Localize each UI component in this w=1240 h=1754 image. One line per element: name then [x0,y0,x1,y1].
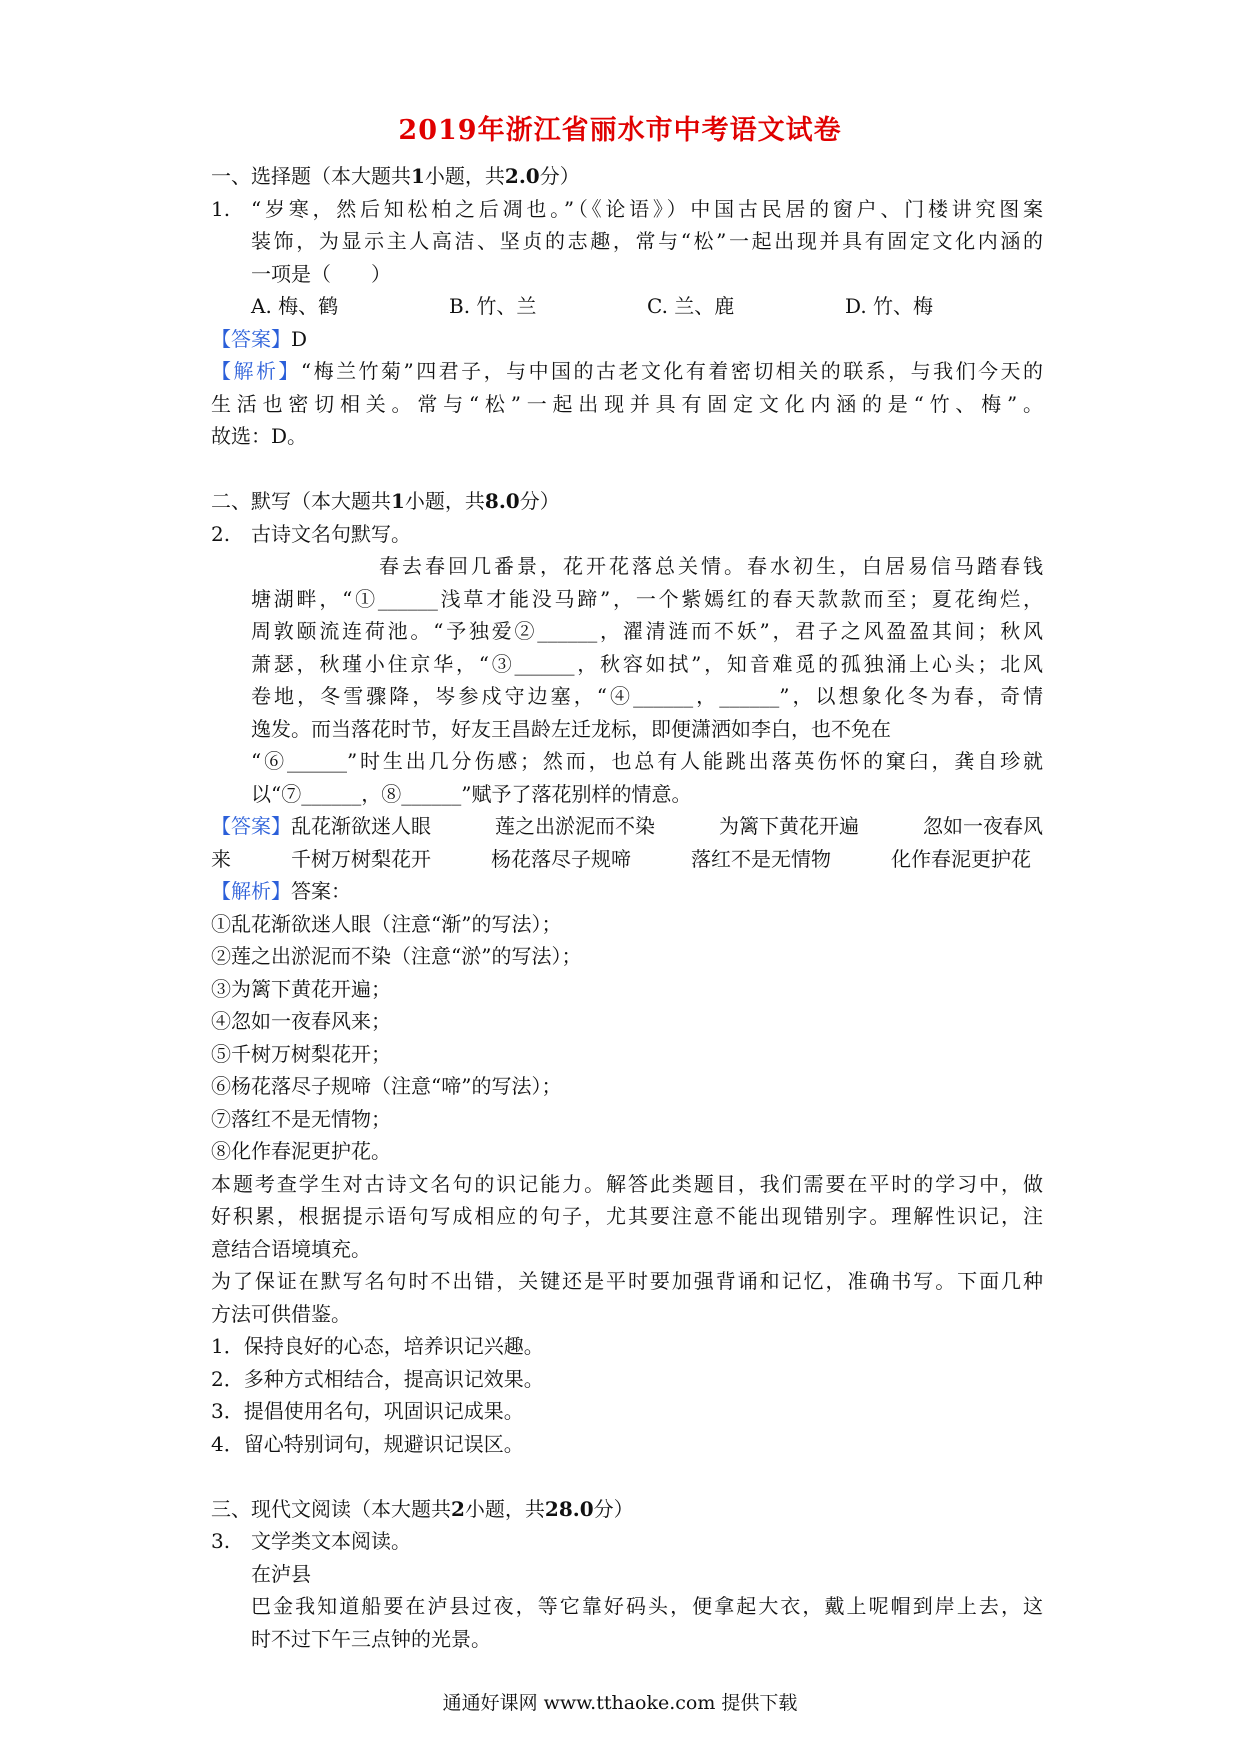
option-d: D. 竹、梅 [845,294,934,318]
section-question-count: 1 [411,164,425,188]
page-footer: 通通好课网 www.tthaoke.com 提供下载 [442,1692,798,1714]
explain-line: 2．多种方式相结合，提高识记效果。 [211,1366,544,1391]
section-header-text: 二、默写（本大题共 [211,489,391,513]
answer-item: 来 [211,846,231,871]
answer-item: 莲之出淤泥而不染 [495,814,655,838]
section-header-reading [211,1493,1043,1526]
passage-line: 逸发。而当落花时节，好友王昌龄左迁龙标，即便潇洒如李白，也不免在 [251,716,891,741]
section-header-text: 小题，共 [404,489,485,513]
answer-tag: 【答案】 [211,814,291,838]
question-prompt: 文学类文本阅读。 [251,1529,411,1553]
analysis-text: 答案： [291,879,351,903]
passage-line: 以“⑦______，⑧______”赋予了落花别样的情意。 [251,781,692,806]
section-score: 8.0 [484,489,520,513]
answer-item: 落红不是无情物 [691,846,831,871]
explain-line: 意结合语境填充。 [211,1236,371,1261]
article-line: 时不过下午三点钟的光景。 [251,1626,491,1651]
explain-line: 1．保持良好的心态，培养识记兴趣。 [211,1334,544,1358]
section-header-text: 一、选择题（本大题共 [211,164,411,188]
section-header-text: 分） [539,164,580,188]
explain-line: 方法可供借鉴。 [211,1301,351,1326]
question-1 [211,193,1043,291]
passage-line: “⑥______”时生出几分伤感；然而，也总有人能跳出落英伤怀的窠臼，龚自珍就 [251,749,1043,773]
answer-item: 乱花渐欲迷人眼 [291,814,431,838]
explain-line: 为了保证在默写名句时不出错，关键还是平时要加强背诵和记忆，准确书写。下面几种 [211,1269,1043,1293]
analysis-text: “梅兰竹菊”四君子，与中国的古老文化有着密切相关的联系，与我们今天的 [300,359,1043,383]
passage-line: 春去春回几番景，花开花落总关情。春水初生，白居易信马踏春钱 [379,554,1043,578]
answer-item: 千树万树梨花开 [291,846,431,871]
question-2 [211,518,1043,811]
explain-line: 3．提倡使用名句，巩固识记成果。 [211,1399,524,1423]
section-header-choice [211,160,1043,193]
analysis-line [211,355,1043,388]
answer-line [211,843,1043,876]
analysis-item: ⑥杨花落尽子规啼（注意“啼”的写法）； [211,1074,562,1098]
analysis-item: ⑦落红不是无情物； [211,1106,391,1131]
question-prompt: 古诗文名句默写。 [251,521,411,546]
section-header-text: 小题，共 [424,164,505,188]
explain-line: 4．留心特别词句，规避识记误区。 [211,1431,524,1456]
analysis-line: 生活也密切相关。常与“松”一起出现并具有固定文化内涵的是“竹、梅”。 [211,391,1043,416]
section-header-text: 分） [519,489,560,513]
question-number: 2. [211,521,231,546]
analysis-tag: 【解析】 [211,359,301,383]
answer-item: 杨花落尽子规啼 [491,846,631,871]
answer-item: 忽如一夜春风 [923,814,1043,838]
question-number: 3. [211,1529,231,1553]
option-a: A. 梅、鹤 [251,294,339,318]
answer-options [211,290,1043,323]
section-question-count: 2 [451,1496,465,1521]
answer-item: 化作春泥更护花 [891,846,1031,871]
section-question-count: 1 [391,489,405,513]
analysis-line: 故选：D。 [211,424,308,448]
section-header-text: 小题，共 [464,1496,545,1521]
option-b: B. 竹、兰 [449,294,537,318]
analysis-item: ⑤千树万树梨花开； [211,1041,391,1066]
analysis-item: ④忽如一夜春风来； [211,1009,391,1033]
section-header-dictation [211,485,1043,518]
answer-item: 为篱下黄花开遍 [719,814,859,838]
analysis-item: ①乱花渐欲迷人眼（注意“渐”的写法）； [211,911,562,936]
article-title: 在泸县 [251,1561,311,1586]
section-score: 2.0 [504,164,540,188]
section-score: 28.0 [544,1496,594,1521]
explain-line: 本题考查学生对古诗文名句的识记能力。解答此类题目，我们需要在平时的学习中，做 [211,1171,1043,1196]
section-header-text: 分） [593,1496,634,1521]
analysis-line [211,875,1043,908]
answer-value: D [291,326,308,351]
page-title: 2019年浙江省丽水市中考语文试卷 [398,115,842,146]
passage-line: 卷地，冬雪骤降，岑参戍守边塞，“④______，______”，以想象化冬为春，奇情 [251,684,1043,708]
option-c: C. 兰、鹿 [647,294,735,318]
question-3 [211,1525,1043,1655]
analysis-item: ②莲之出淤泥而不染（注意“淤”的写法）； [211,944,582,968]
article-line: 巴金我知道船要在泸县过夜，等它靠好码头，便拿起大衣，戴上呢帽到岸上去，这 [251,1594,1043,1618]
exam-content [211,160,1043,1655]
question-number: 1. [211,196,231,221]
question-line: 一项是（ ） [251,261,391,286]
answer-line [211,323,1043,356]
analysis-item: ⑧化作春泥更护花。 [211,1139,391,1163]
explain-line: 好积累，根据提示语句写成相应的句子，尤其要注意不能出现错别字。理解性识记，注 [211,1204,1043,1228]
passage-line: 塘湖畔，“①______浅草才能没马蹄”，一个紫嫣红的春天款款而至；夏花绚烂， [251,586,1043,611]
analysis-tag: 【解析】 [211,879,291,903]
answer-line [211,810,1043,843]
analysis-item: ③为篱下黄花开遍； [211,976,391,1001]
section-header-text: 三、现代文阅读（本大题共 [211,1496,451,1521]
question-line: “岁寒，然后知松柏之后凋也。”（《论语》）中国古民居的窗户、门楼讲究图案 [251,196,1043,221]
passage-line: 萧瑟，秋瑾小住京华，“③______，秋容如拭”，知音难觅的孤独涌上心头；北风 [251,651,1043,676]
passage-line: 周敦颐流连荷池。“予独爱②______，濯清涟而不妖”，君子之风盈盈其间；秋风 [251,619,1043,643]
question-line: 装饰，为显示主人高洁、坚贞的志趣，常与“松”一起出现并具有固定文化内涵的 [251,229,1043,253]
answer-tag: 【答案】 [211,326,291,351]
